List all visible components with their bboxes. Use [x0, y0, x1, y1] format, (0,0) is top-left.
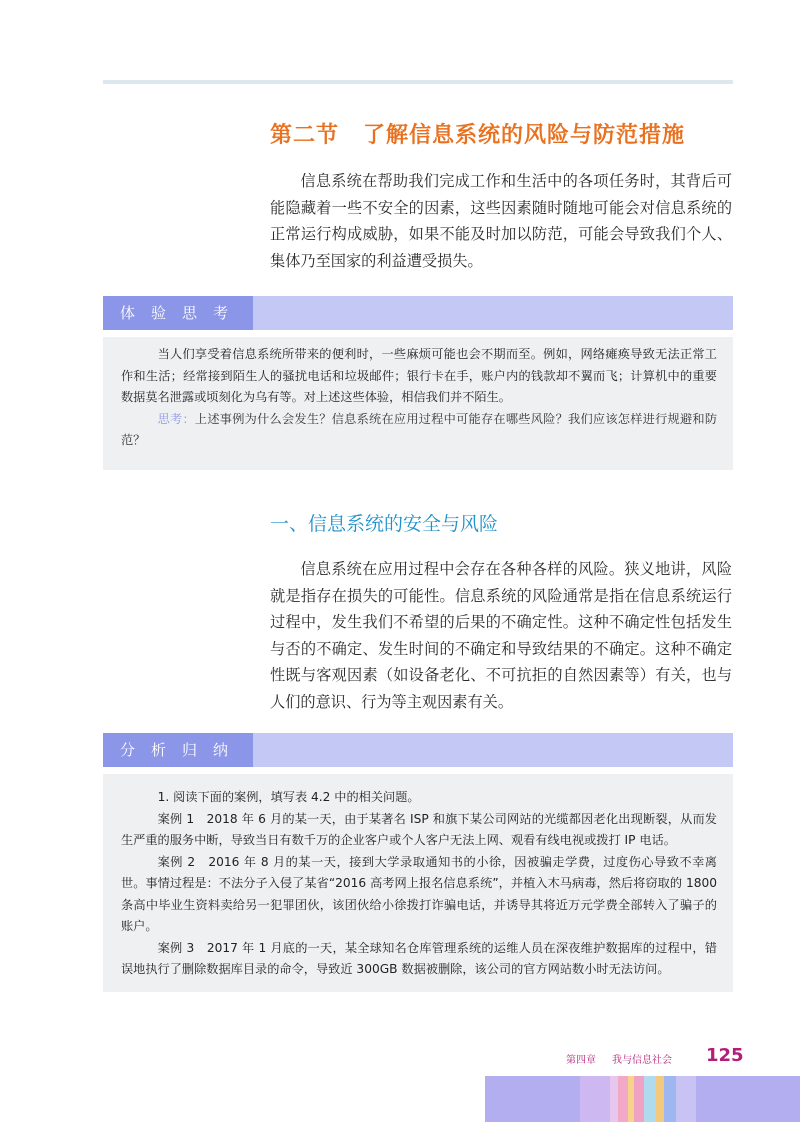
subsection-paragraph: 信息系统在应用过程中会存在各种各样的风险。狭义地讲，风险就是指存在损失的可能性。信息系统的风险通常是指在信息系统运行过程中，发生我们不希望的后果的不确定性。这种不确定性包括发生与否的不确定、发生时间的不确定和导致结果的不确定。这种不确定性既与客观因素（如设备老化、不可抗拒的自然因素等）有关，也与人们的意识、行为等主观因素有关。: [270, 560, 732, 711]
top-rule: [103, 80, 733, 84]
page-footer: [566, 1045, 744, 1068]
case-2: 案例 2 2016 年 8 月的某一天，接到大学录取通知书的小徐，因被骗走学费，过度伤心导致不幸离世。事情过程是：不法分子入侵了某省“2016 高考网上报名信息系统”，并植入木马病毒，然后将窃取的 1800 条高中毕业生资料卖给另一犯罪团伙，该团伙给小徐拨打诈骗电话，并诱导其将近万元学费全部转入了骗子的账户。: [121, 854, 717, 933]
think-question: [121, 409, 717, 452]
analysis-summary-box: [103, 774, 733, 992]
strip-band: [656, 1076, 664, 1122]
strip-band: [676, 1076, 696, 1122]
experience-thinking-box: [103, 337, 733, 470]
strip-band: [644, 1076, 656, 1122]
experience-text: 当人们享受着信息系统所带来的便利时，一些麻烦可能也会不期而至。例如，网络瘫痪导致无法正常工作和生活；经常接到陌生人的骚扰电话和垃圾邮件；银行卡在手，账户内的钱款却不翼而飞；计算机中的重要数据莫名泄露或顷刻化为乌有等。对上述这些体验，相信我们并不陌生。: [121, 347, 717, 404]
decorative-color-strip: [485, 1076, 800, 1122]
footer-chapter-title: 我与信息社会: [612, 1055, 672, 1066]
page-number: 125: [706, 1045, 744, 1066]
case-instruction: 1. 阅读下面的案例，填写表 4.2 中的相关问题。: [157, 790, 420, 804]
analysis-summary-label: 分析归纳: [103, 733, 253, 767]
section-title: [270, 118, 685, 149]
strip-band: [610, 1076, 618, 1122]
think-text: 上述事例为什么会发生？信息系统在应用过程中可能存在哪些风险？我们应该怎样进行规避和防范？: [121, 411, 718, 447]
case-3: 案例 3 2017 年 1 月底的一天，某全球知名仓库管理系统的运维人员在深夜维护数据库的过程中，错误地执行了删除数据库目录的命令，导致近 300GB 数据被删除，该公司的官方网站数小时无法访问。: [121, 940, 717, 976]
think-label: 思考：: [157, 411, 195, 426]
case-1: 案例 1 2018 年 6 月的某一天，由于某著名 ISP 和旗下某公司网站的光缆都因老化出现断裂，从而发生严重的服务中断，导致当日有数千万的企业客户或个人客户无法上网、观看有线电视或拨打 IP 电话。: [121, 811, 717, 847]
strip-band: [664, 1076, 676, 1122]
experience-thinking-label: 体验思考: [103, 296, 253, 330]
strip-band: [618, 1076, 628, 1122]
footer-chapter: 第四章: [566, 1055, 596, 1066]
analysis-summary-header: [103, 733, 733, 767]
strip-band: [634, 1076, 644, 1122]
section-title-text: 了解信息系统的风险与防范措施: [363, 123, 686, 148]
intro-paragraph: 信息系统在帮助我们完成工作和生活中的各项任务时，其背后可能隐藏着一些不安全的因素，这些因素随时随地可能会对信息系统的正常运行构成威胁，如果不能及时加以防范，可能会导致我们个人、集体乃至国家的利益遭受损失。: [270, 172, 732, 270]
section-number: 第二节: [270, 123, 340, 148]
strip-band: [580, 1076, 610, 1122]
experience-thinking-header: [103, 296, 733, 330]
subsection-title: 一、信息系统的安全与风险: [270, 513, 499, 535]
